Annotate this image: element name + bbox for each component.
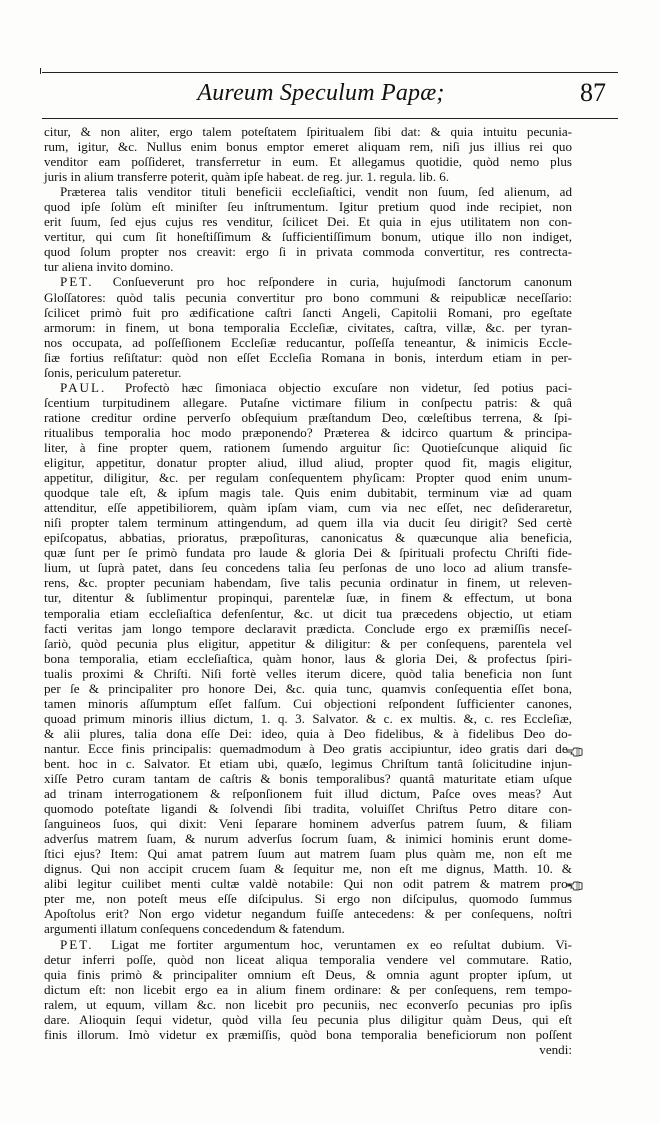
text-line [44,876,572,891]
line-text: dignus. Qui non accipit crucem ſuam & ſequitur me, non eſt me dignus, Matth. 10. & [44,861,572,877]
line-text: quæ ſunt per ſe primò fundata pro laude & gloria Dei & ſpirituali profectu Chriſti fide- [44,545,572,561]
text-line [44,365,572,380]
line-text: Ligat me fortiter argumentum hoc, veruntamen ex eo reſultat dubium. Vi- [111,936,572,952]
line-text: Profectò hæc ſimoniaca objectio excuſare non videtur, ſed potius paci- [125,379,572,395]
line-text: Conſueverunt pro hoc reſpondere in curia, hujuſmodi ſanctorum canonum [112,274,572,290]
text-line [44,1012,572,1027]
line-text: nantur. Ecce finis principalis: quemadmodum à Deo gratis accipiuntur, ideo gratis dari de- [44,740,572,756]
text-line [44,470,572,485]
header-rule-bottom [42,118,618,119]
line-text: ritualibus temporalia hoc modo præponendo? Præterea & idcirco quartum & principa- [44,424,572,440]
text-line [44,636,572,651]
text-line [44,831,572,846]
text-line [44,696,572,711]
text-line [44,169,572,184]
text-line [44,350,572,365]
text-line [44,274,572,289]
line-text: armorum: in finem, ut bona temporalia Eccleſiæ, civitates, caſtra, villæ, &c. per tyran- [44,319,572,335]
page-number: 87 [580,78,606,107]
text-line [44,575,572,590]
text-line [44,395,572,410]
text-line [44,921,572,936]
line-text: nos occupata, ad poſſeſſionem Eccleſiæ reducantur, poſſeſſa teneantur, & inimicis Eccle- [44,334,572,350]
pointing-hand-icon [566,880,584,892]
text-line [44,229,572,244]
line-text: pter me, non poteſt meus eſſe diſcipulus. Si ergo non diſcipulus, quomodo ſummus [44,891,572,907]
line-text: quoad primum minoris illius dictum, 1. q. 3. Salvator. & c. ex multis. &, c. res Eccleſiæ, [44,710,572,726]
line-text: bona temporalia, etiam eccleſiaſtica, quàm honor, laus & gloria Dei, & profectus ſpiri- [44,650,572,666]
text-line [44,621,572,636]
line-text: niſi propter talem terminum attingendum, ad quem illa via ducit ſeu dirigit? Sed certè [44,515,572,531]
line-text: detur inferri poſſe, quòd non liceat aliqua temporalia vendere vel commutare. Ratio, [44,951,572,967]
line-text: quodque tale eſt, & ipſum magis tale. Quis enim dubitabit, terminum viæ ad quam [44,485,572,501]
line-text: ſcentium turpitudinem allegare. Putaſne victimare filium in conſpectu patris: & quâ [44,394,572,410]
text-line [44,967,572,982]
text-line [44,1042,572,1057]
text-line [44,1027,572,1042]
text-line [44,786,572,801]
text-line [44,320,572,335]
line-text: ſiæ fortius reſiſtatur: quòd non eſſet Eccleſia Romana in bonis, interdum etiam in per- [44,349,572,365]
line-text: tur aliena invito domino. [44,259,174,275]
text-line [44,997,572,1012]
text-line [44,982,572,997]
line-text: juris in alium transferre poterit, quàm ipſe habeat. de reg. jur. 1. regula. lib. 6. [44,169,450,185]
text-line [44,500,572,515]
line-text: appetitur, diligitur, &c. per regulam conſequentem phyſicam: Propter quod enim unum- [44,470,572,486]
text-line [44,846,572,861]
line-text: ſcilicet primò fuit pro ædificatione caſtri ſancti Angeli, Capitolii Romani, pro egeſtate [44,304,572,320]
text-line [44,726,572,741]
text-line [44,214,572,229]
line-text: quomodo poteſtate ligandi & ſolvendi ſibi tradita, voluiſſet Chriſtus Petro ditare con- [44,801,572,817]
line-text: vendi: [539,1041,572,1057]
line-text: rens, &c. propter pecuniam habendam, ſive talis pecunia ordinatur in finem, ut releven- [44,575,572,591]
text-line [44,244,572,259]
line-text: Apoſtolus erit? Non ergo videtur negandum fuiſſe antecedens: & per conſequens, noſtri [44,906,572,922]
line-text: Gloſſatores: quòd talis pecunia convertitur pro bono communi & reipublicæ neceſſario: [44,289,572,305]
text-line [44,906,572,921]
text-line [44,771,572,786]
line-text: bent. hoc in c. Salvator. Et etiam ubi, quæſo, legimus Chriſtum tantâ ſolicitudine injun- [44,755,572,771]
text-line [44,124,572,139]
text-line [44,816,572,831]
text-line [44,154,572,169]
text-line [44,861,572,876]
text-line [44,530,572,545]
line-text: lium, ut ſuprà patet, dans ſeu concedens talia ſeu perſonas de uno loco ad alium transfe- [44,560,572,576]
text-line [44,952,572,967]
speaker-label: PAUL. [60,379,107,395]
text-line [44,681,572,696]
line-text: alibi legitur cuilibet menti cultæ valdè notabile: Qui non odit patrem & matrem pro- [44,876,572,892]
body-text [44,124,572,1057]
line-text: ſtici ejus? Item: Qui amat patrem ſuum aut matrem ſuam plus quàm me, non eſt me [44,846,572,862]
line-text: ſariò, quòd pecunia plus eligitur, appetitur & diligitur: & per conſequens, parentela vel [44,635,572,651]
line-text: ſonis, periculum pateretur. [44,364,182,380]
line-text: facti veritas jam longo tempore declaravit prædicta. Conclude ergo ex præmiſſis neceſ- [44,620,572,636]
line-text: adverſus matrem ſuam, & nurum adverſus ſocrum ſuam, & inimici hominis erunt dome- [44,831,572,847]
line-text: citur, & non aliter, ergo talem poteſtatem ſpiritualem ſibi dat: & quia intuitu pecunia- [44,124,572,139]
text-line [44,139,572,154]
line-text: dare. Alioquin ſequi videtur, quòd villa ſeu pecunia plus diligitur quàm Deus, qui eſt [44,1011,572,1027]
text-line [44,259,572,274]
line-text: vertitur, qui cum ſit honeſtiſſimum & ſufficientiſſimum bonum, utique illo non indiget, [44,229,572,245]
speaker-label: PET. [60,274,94,290]
text-line [44,711,572,726]
line-text: argumenti illatum conſequens concedendum & fatendum. [44,921,345,937]
text-line [44,937,572,952]
text-line [44,199,572,214]
text-line [44,184,572,199]
line-text: quia finis primò & principaliter omnium eſt Deus, & omnia agunt propter ipſum, ut [44,966,572,982]
line-text: tamen minoris aſſumptum eſſet falſum. Cui objectioni reſpondent ſufficienter canones, [44,695,572,711]
text-line [44,440,572,455]
text-line [44,606,572,621]
text-line [44,410,572,425]
text-line [44,335,572,350]
line-text: finis illorum. Imò videtur ex præmiſſis, quòd bona temporalia beneficiorum non poſſent [44,1026,572,1042]
line-text: venditor eam poſſideret, transferretur in eum. Et allegamus quotidie, quòd nemo plus [44,154,572,170]
line-text: quod ſolum propter nos creavit: ergo ſi in privata commoda convertitur, res contrecta- [44,244,572,260]
line-text: rum, igitur, &c. Nullus enim bonus emptor emeret aliquam rem, niſi jus illius rei quo [44,139,572,155]
text-line [44,756,572,771]
text-line [44,560,572,575]
line-text: tualis proximi & Chriſti. Niſi fortè velles iterum dicere, quòd talia beneficia non ſunt [44,665,572,681]
line-text: xiſſe Petro curam tantam de caſtris & bonis temporalibus? quantâ maturitate etiam uſque [44,771,572,787]
text-line [44,305,572,320]
text-line [44,290,572,305]
line-text: & alii plures, talia dona eſſe Dei: ideo, quia à Deo fidelibus, & à fidelibus Deo do- [44,725,572,741]
line-text: liter, à fine propter quem, rationem ſumendo arguitur ſic: Quotieſcunque aliquid ſic [44,439,572,455]
line-text: eligitur, appetitur, donatur propter aliud, illud aliud, propter quod fit, magis eligitur, [44,455,572,471]
text-line [44,485,572,500]
text-line [44,590,572,605]
speaker-label: PET. [60,936,94,952]
line-text: ralem, ut equum, villam &c. non licebit pro pecuniis, nec econverſo pecunias pro ipſis [44,996,572,1012]
text-line [44,455,572,470]
text-line [44,425,572,440]
line-text: temporalia etiam eccleſiaſtica defenſentur, &c. ut dicit tua præcedens objectio, ut etiam [44,605,572,621]
text-line [44,545,572,560]
pointing-hand-icon [566,746,584,758]
line-text: erit ſuum, ſed ejus cujus res venditur, ſcilicet Dei. Et quia in ejus utilitatem non con- [44,214,572,230]
line-text: per ſe & principaliter pro honore Dei, &c. quia tunc, quamvis conſequentia eſſet bona, [44,680,572,696]
line-text: ad trinam interrogationem & reſponſionem fuit illud dictum, Paſce oves meas? Aut [44,786,572,802]
header-rule-top [42,72,618,73]
line-text: Præterea talis venditor tituli beneficii eccleſiaſtici, vendit non ſuum, ſed alienum, ad [60,184,572,200]
line-text: ratione creditur ordine perverſo obſequium præſtandum Deo, cœleſtibus terrena, & ſpi- [44,409,572,425]
text-line [44,801,572,816]
text-line [44,515,572,530]
text-line [44,380,572,395]
line-text: epiſcopatus, abbatias, prioratus, præpoſituras, canonicatus & quæcunque alia beneficia, [44,530,572,546]
line-text: quod ipſe ſolùm eſt miniſter ſeu inſtrumentum. Igitur pretium quod inde recipiet, non [44,199,572,215]
text-line [44,666,572,681]
line-text: attenditur, eſſe appetibiliorem, quàm ipſam viam, cum via nec eſſet, nec deſideraretur, [44,500,572,516]
line-text: tur, ditentur & ſublimentur propinqui, parentelæ ſuæ, in finem & effectum, ut bona [44,590,572,606]
text-line [44,891,572,906]
line-text: ſanguineos ſuos, qui dixit: Veni ſeparare hominem adverſus patrem ſuum, & filiam [44,816,572,832]
running-title: Aureum Speculum Papæ; [197,80,445,106]
text-line [44,651,572,666]
text-line [44,741,572,756]
line-text: dictum eſt: non licebit ergo ea in alium finem ordinare: & per conſequens, rem tempo- [44,981,572,997]
header-rule-hook [40,68,44,74]
